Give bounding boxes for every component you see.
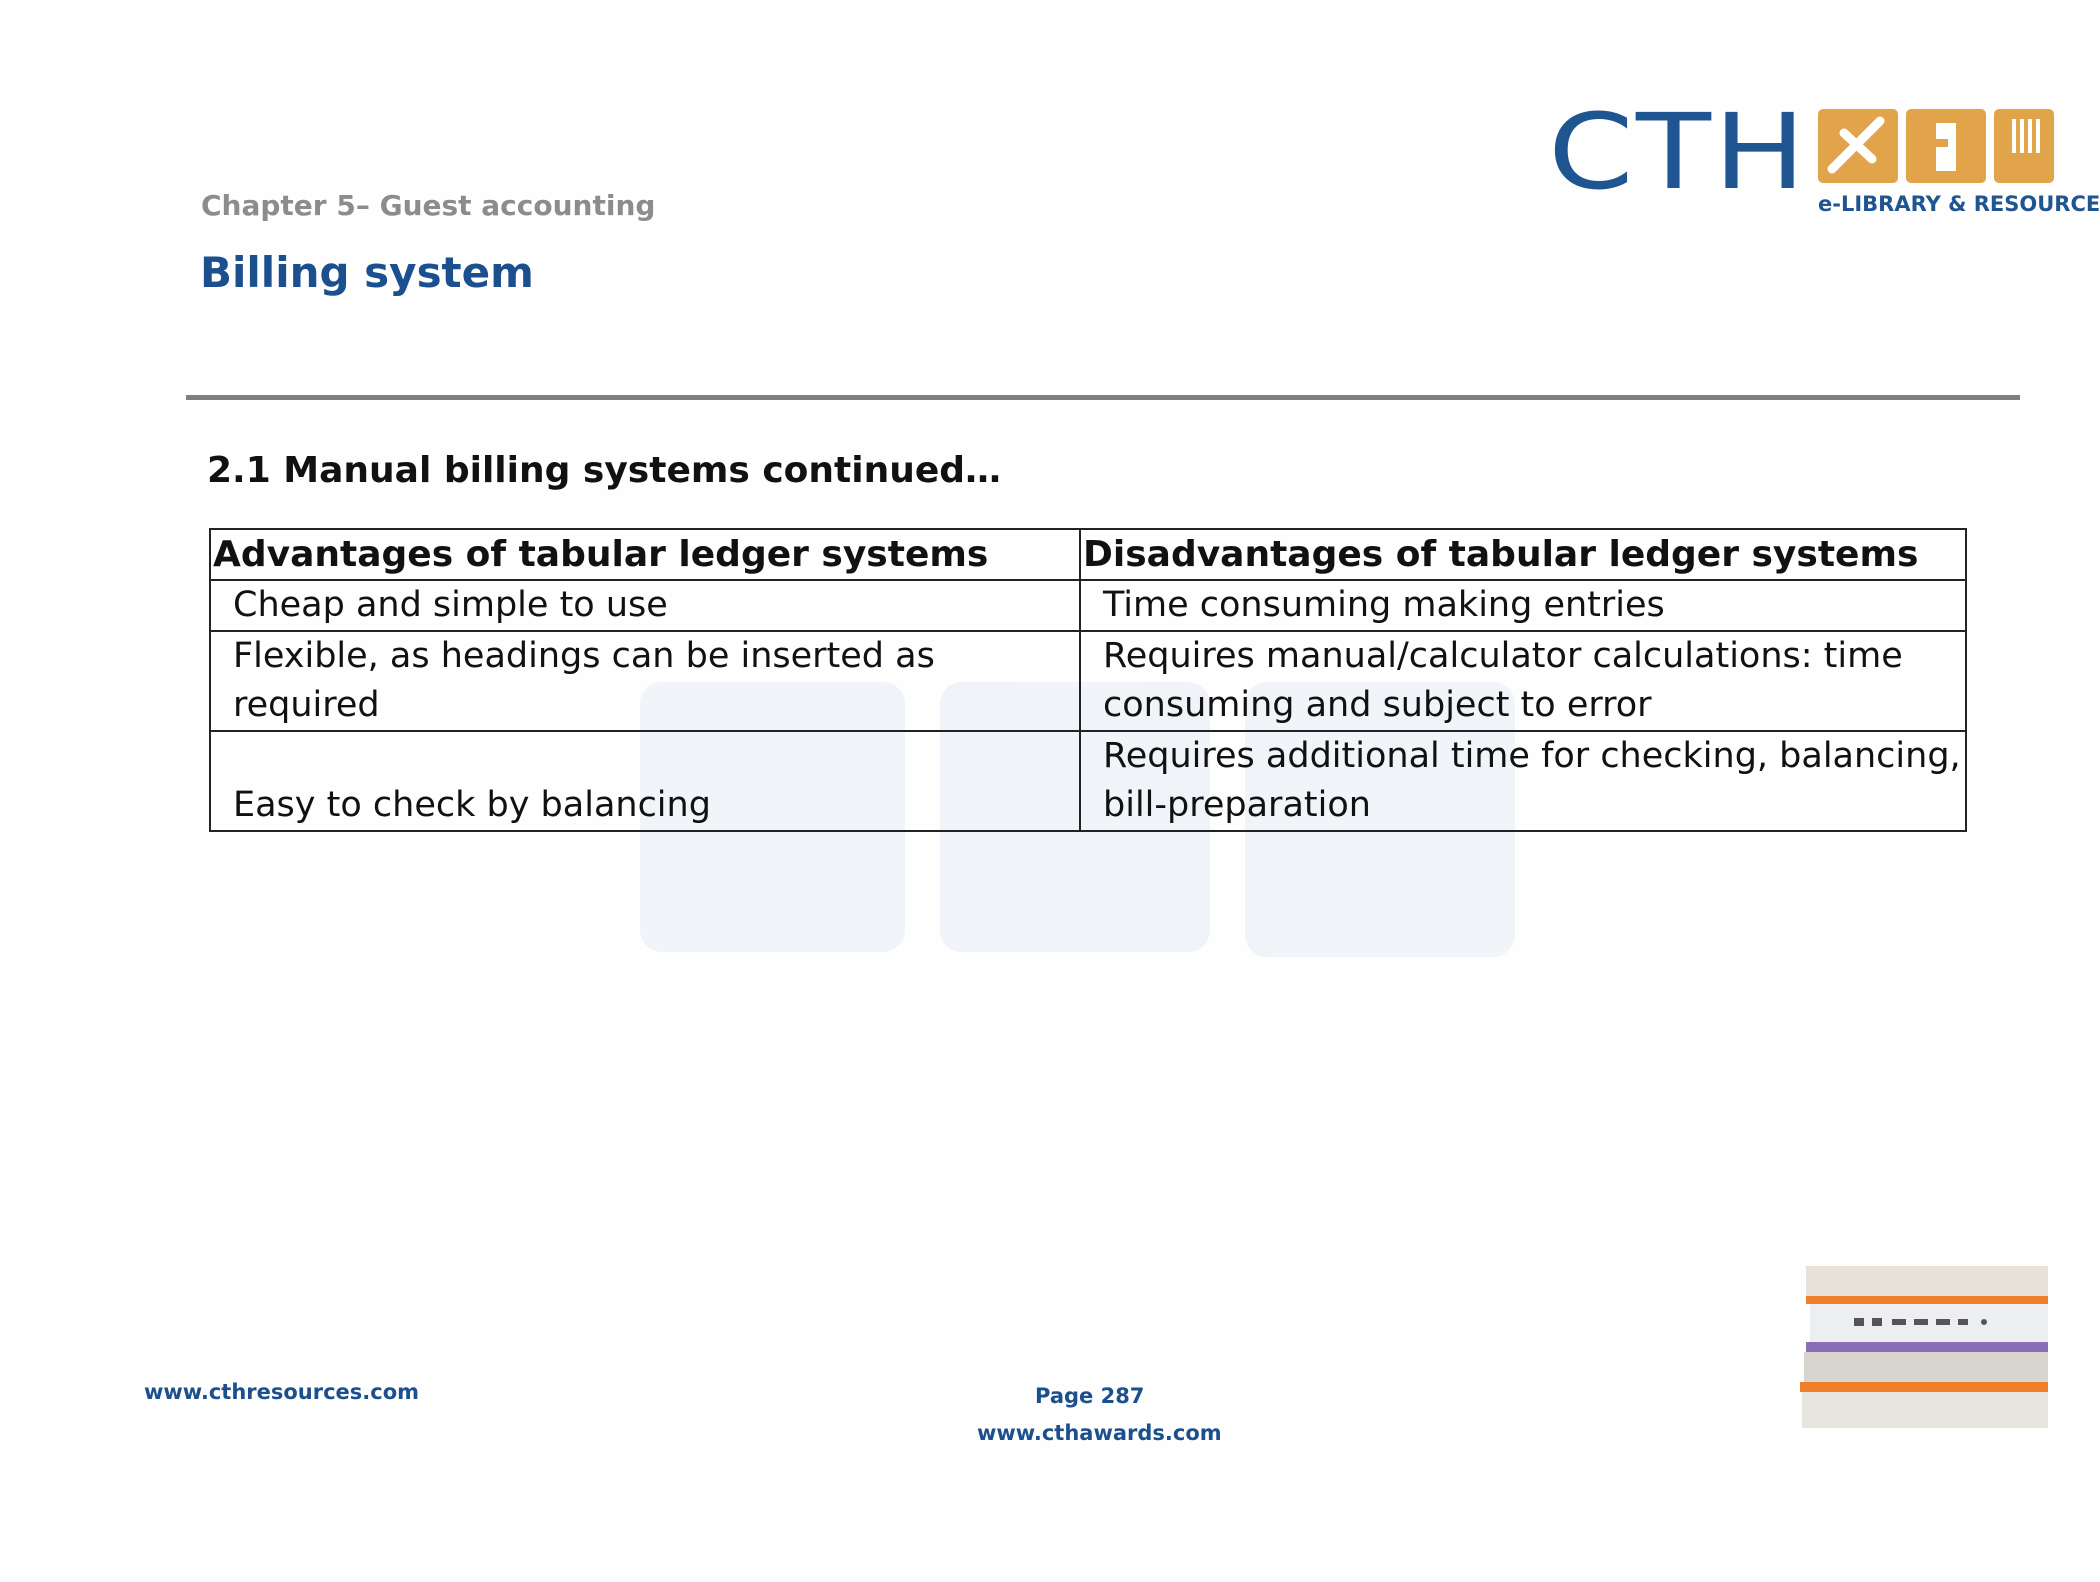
page-number: Page 287 bbox=[1035, 1384, 1145, 1408]
table-row bbox=[210, 731, 1966, 831]
fork-tile-icon bbox=[1994, 109, 2054, 183]
footer-awards-link[interactable]: www.cthawards.com bbox=[977, 1421, 1222, 1445]
header-divider bbox=[186, 395, 2020, 400]
advantage-cell: Easy to check by balancing bbox=[210, 731, 1080, 831]
advantage-cell: Flexible, as headings can be inserted as required bbox=[210, 631, 1080, 731]
table-header-row bbox=[210, 529, 1966, 580]
airplane-tile-icon bbox=[1818, 109, 1898, 183]
ledger-comparison-table bbox=[209, 528, 1967, 832]
bed-tile-icon bbox=[1906, 109, 1986, 183]
table-row bbox=[210, 631, 1966, 731]
header-disadvantages: Disadvantages of tabular ledger systems bbox=[1080, 529, 1966, 580]
logo-brand: CTH bbox=[1548, 91, 1809, 213]
section-heading: 2.1 Manual billing systems continued… bbox=[207, 450, 1002, 491]
header-advantages: Advantages of tabular ledger systems bbox=[210, 529, 1080, 580]
disadvantage-cell: Requires manual/calculator calculations: time consuming and subject to error bbox=[1080, 631, 1966, 731]
disadvantage-cell: Requires additional time for checking, balancing, bill-preparation bbox=[1080, 731, 1966, 831]
advantage-cell: Cheap and simple to use bbox=[210, 580, 1080, 631]
footer-resources-link[interactable]: www.cthresources.com bbox=[144, 1380, 420, 1404]
disadvantage-cell: Time consuming making entries bbox=[1080, 580, 1966, 631]
chapter-label: Chapter 5– Guest accounting bbox=[201, 189, 656, 222]
books-laptop-image bbox=[1796, 1262, 2048, 1434]
cth-logo bbox=[1548, 91, 2100, 220]
table-row bbox=[210, 580, 1966, 631]
page-title: Billing system bbox=[200, 248, 534, 297]
logo-tagline: e-LIBRARY & RESOURCE bbox=[1818, 192, 2100, 216]
